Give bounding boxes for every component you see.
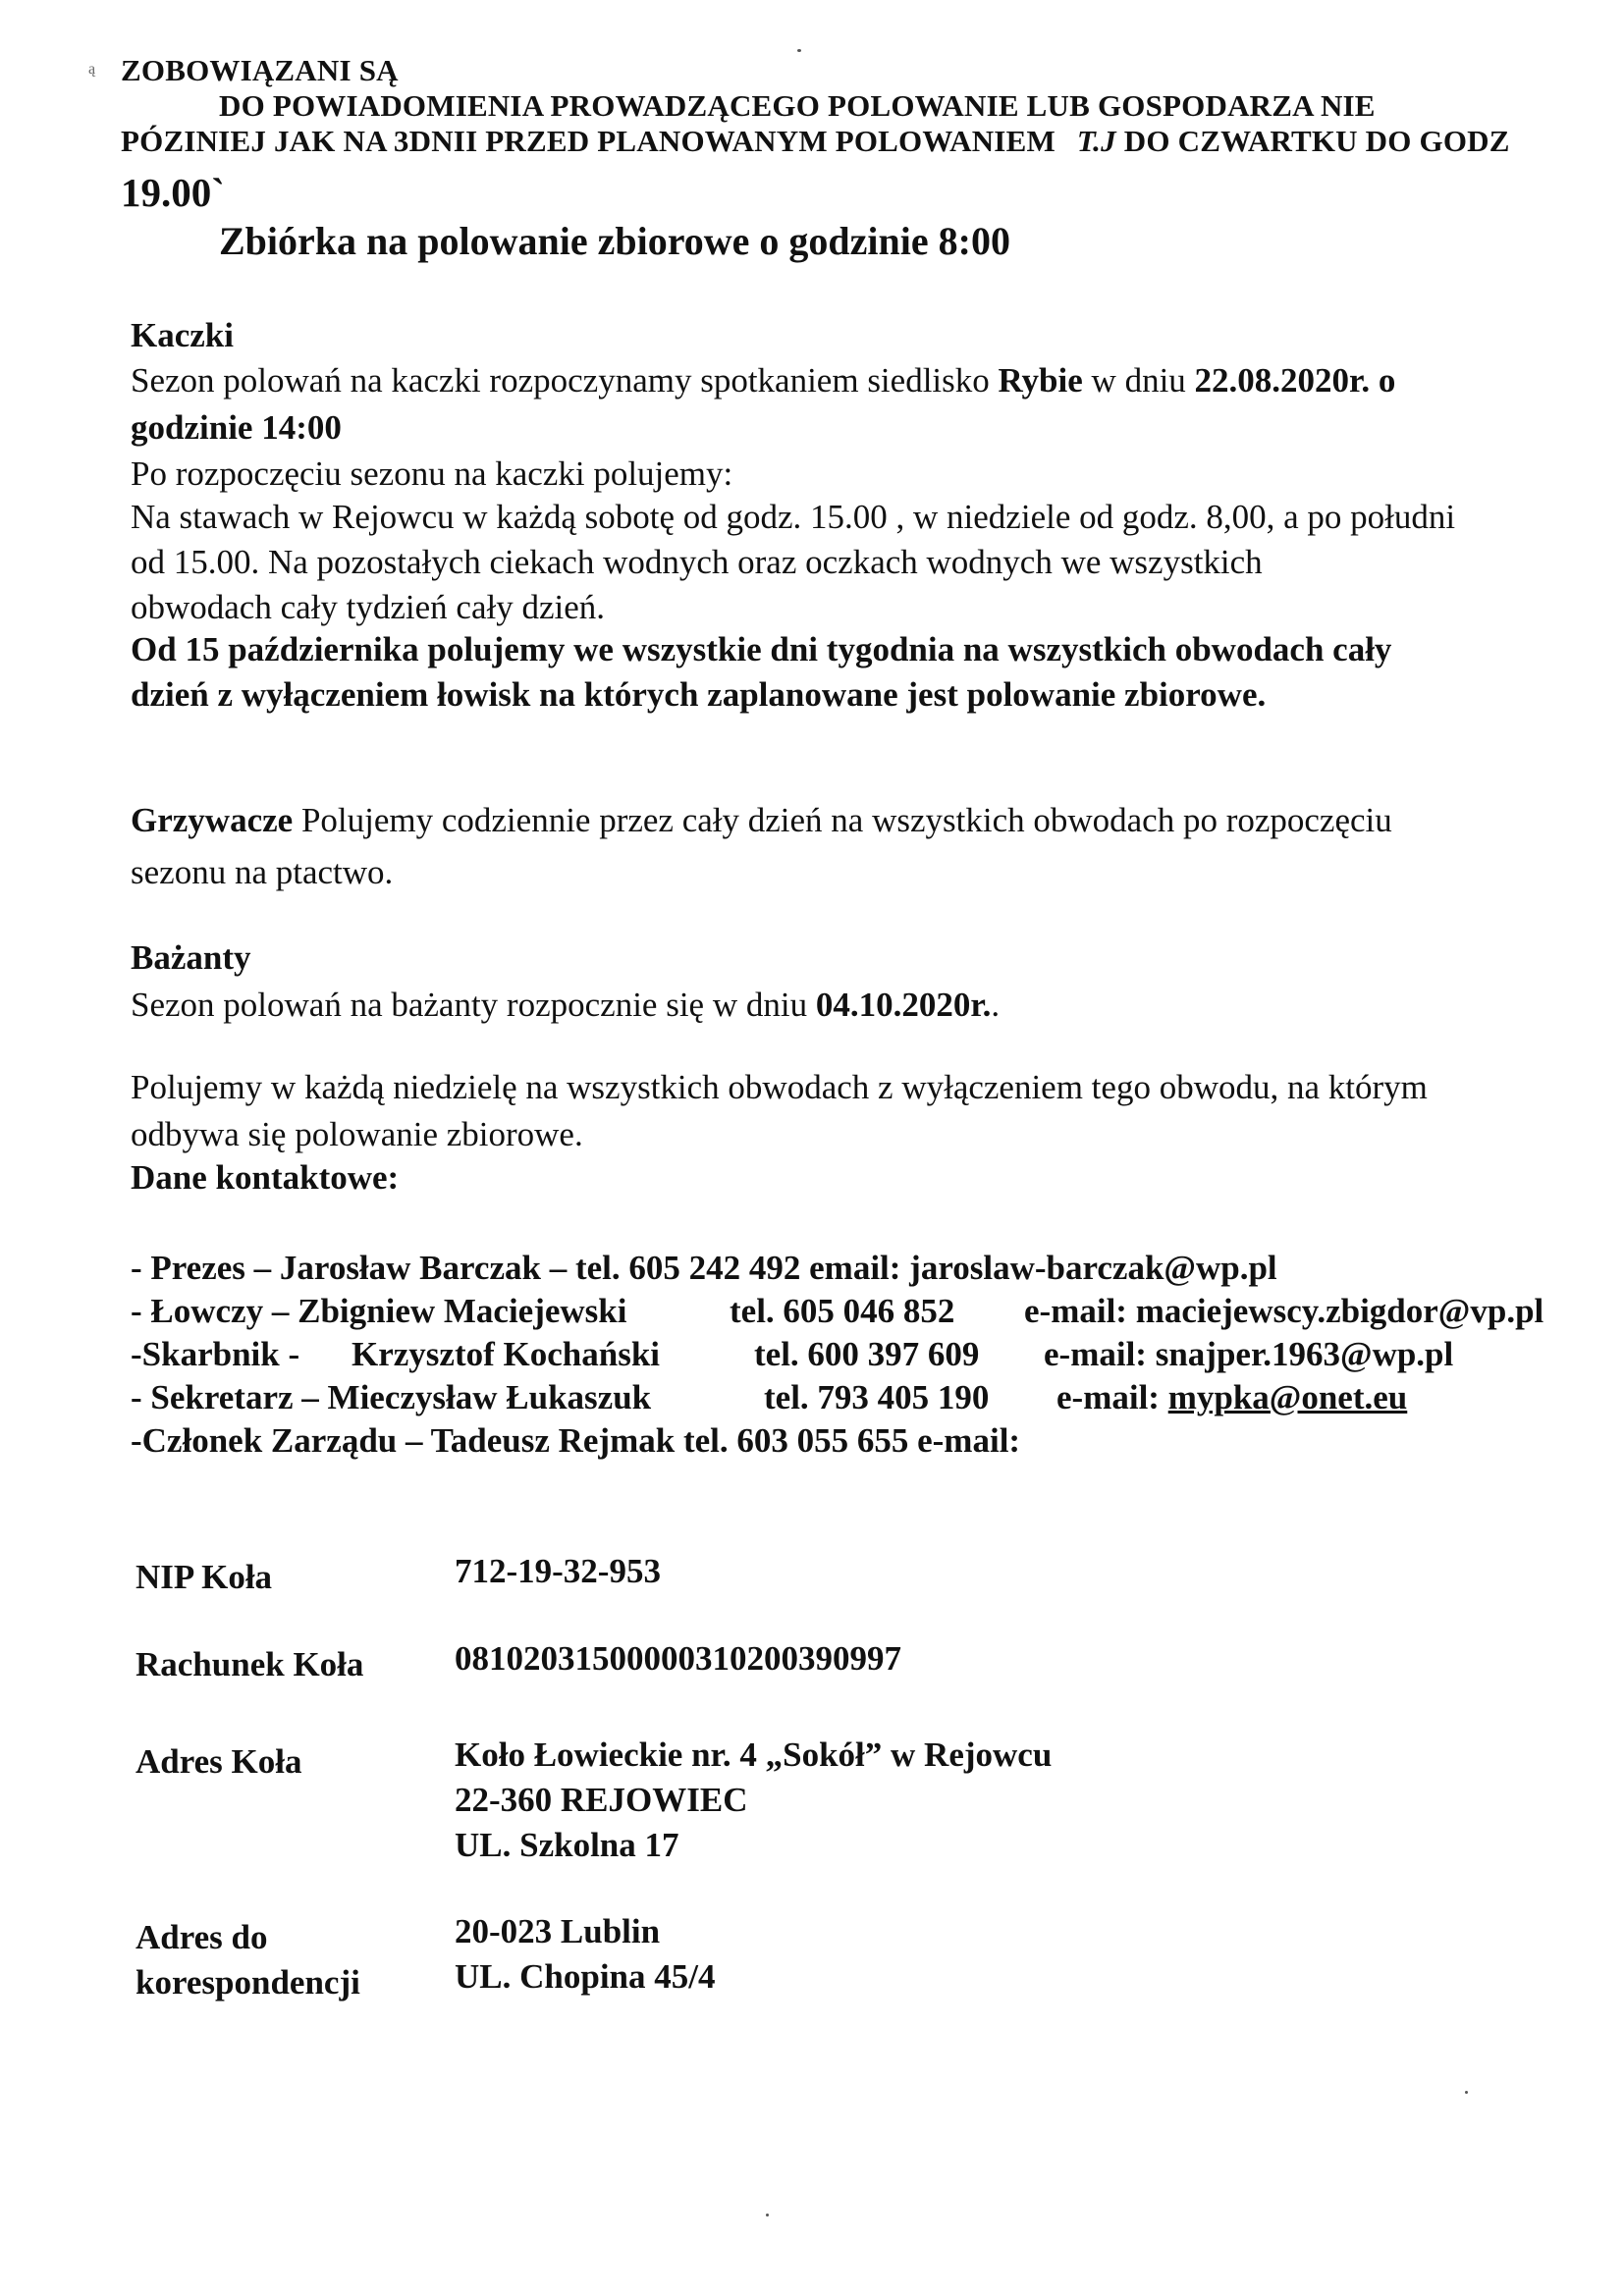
kaczki-line-1a: Sezon polowań na kaczki rozpoczynamy spotkaniem siedlisko xyxy=(131,361,999,400)
grzywacze-title: Grzywacze xyxy=(131,801,294,839)
contact-lowczy-phone: tel. 605 046 852 xyxy=(730,1292,955,1330)
nip-label: NIP Koła xyxy=(135,1558,273,1596)
bazanty-line-2: Polujemy w każdą niedzielę na wszystkich obwodach z wyłączeniem tego obwodu, na którym xyxy=(131,1068,1428,1106)
contact-czlonek: -Członek Zarządu – Tadeusz Rejmak tel. 603 055 655 e-mail: xyxy=(131,1421,1021,1460)
koresp-label-2: korespondencji xyxy=(135,1963,360,2002)
gathering-heading: Zbiórka na polowanie zbiorowe o godzinie 8:00 xyxy=(219,219,1010,263)
kaczki-line-7: Od 15 października polujemy we wszystkie dni tygodnia na wszystkich obwodach cały xyxy=(131,630,1392,668)
contacts-title: Dane kontaktowe: xyxy=(131,1158,400,1197)
contact-sekretarz-email-label: e-mail: xyxy=(1056,1378,1168,1416)
contact-sekretarz-name: - Sekretarz – Mieczysław Łukaszuk xyxy=(131,1378,652,1416)
adres-label: Adres Koła xyxy=(135,1742,302,1781)
kaczki-line-6: obwodach cały tydzień cały dzień. xyxy=(131,588,605,626)
header-line-1: ZOBOWIĄZANI SĄ xyxy=(121,53,399,87)
contact-sekretarz-email xyxy=(1056,1374,1407,1421)
adres-line-2: 22-360 REJOWIEC xyxy=(455,1781,748,1819)
contact-lowczy-name: - Łowczy – Zbigniew Maciejewski xyxy=(131,1292,627,1330)
contact-lowczy-email[interactable]: e-mail: maciejewscy.zbigdor@vp.pl xyxy=(1024,1292,1544,1330)
header-line-3-italic: T.J xyxy=(1076,124,1116,158)
kaczki-date: 22.08.2020r. o xyxy=(1194,361,1396,400)
grzywacze-line-2: sezonu na ptactwo. xyxy=(131,853,394,891)
contact-skarbnik-role: -Skarbnik - xyxy=(131,1335,300,1373)
kaczki-line-2: godzinie 14:00 xyxy=(131,408,342,447)
header-line-2: DO POWIADOMIENIA PROWADZĄCEGO POLOWANIE LUB GOSPODARZA NIE xyxy=(219,88,1376,123)
kaczki-line-8: dzień z wyłączeniem łowisk na których zaplanowane jest polowanie zbiorowe. xyxy=(131,675,1267,714)
adres-line-3: UL. Szkolna 17 xyxy=(455,1826,679,1864)
bazanty-line-3: odbywa się polowanie zbiorowe. xyxy=(131,1115,583,1153)
nip-value: 712-19-32-953 xyxy=(455,1552,661,1590)
scan-speck xyxy=(766,2214,769,2216)
contact-sekretarz-phone: tel. 793 405 190 xyxy=(764,1378,990,1416)
kaczki-title: Kaczki xyxy=(131,316,234,354)
sekretarz-email-link[interactable]: mypka@onet.eu xyxy=(1167,1378,1408,1416)
grzywacze-line-1 xyxy=(131,797,1392,844)
koresp-line-1: 20-023 Lublin xyxy=(455,1912,661,1950)
kaczki-line-5: od 15.00. Na pozostałych ciekach wodnych oraz oczkach wodnych we wszystkich xyxy=(131,543,1263,581)
contact-skarbnik-phone: tel. 600 397 609 xyxy=(754,1335,980,1373)
rachunek-value: 08102031500000310200390997 xyxy=(455,1639,901,1678)
adres-line-1: Koło Łowieckie nr. 4 „Sokół” w Rejowcu xyxy=(455,1735,1053,1774)
kaczki-place: Rybie xyxy=(998,361,1083,400)
bazanty-line-1c: . xyxy=(991,986,1001,1024)
kaczki-line-1c: w dniu xyxy=(1082,361,1195,400)
bazanty-date: 04.10.2020r. xyxy=(815,986,992,1024)
margin-mark: ą xyxy=(88,61,96,78)
header-line-3-end: DO CZWARTKU DO GODZ xyxy=(1123,124,1510,158)
bazanty-line-1a: Sezon polowań na bażanty rozpocznie się w dniu xyxy=(131,986,816,1024)
scan-speck xyxy=(1465,2091,1468,2094)
header-time: 19.00` xyxy=(121,170,225,215)
koresp-line-2: UL. Chopina 45/4 xyxy=(455,1957,716,1996)
koresp-label-1: Adres do xyxy=(135,1918,268,1956)
header-line-3 xyxy=(121,124,1510,159)
kaczki-line-4: Na stawach w Rejowcu w każdą sobotę od godz. 15.00 , w niedziele od godz. 8,00, a po południ xyxy=(131,498,1456,536)
kaczki-line-3: Po rozpoczęciu sezonu na kaczki polujemy: xyxy=(131,454,733,493)
bazanty-title: Bażanty xyxy=(131,938,251,977)
rachunek-label: Rachunek Koła xyxy=(135,1645,364,1683)
grzywacze-text: Polujemy codziennie przez cały dzień na wszystkich obwodach po rozpoczęciu xyxy=(293,801,1392,839)
kaczki-line-1 xyxy=(131,357,1395,404)
scan-speck xyxy=(797,49,801,52)
header-line-3-text: PÓZINIEJ JAK NA 3DNII PRZED PLANOWANYM POLOWANIEM xyxy=(121,124,1056,158)
contact-prezes: - Prezes – Jarosław Barczak – tel. 605 242 492 email: jaroslaw-barczak@wp.pl xyxy=(131,1249,1277,1287)
contact-skarbnik-name: Krzysztof Kochański xyxy=(352,1335,661,1373)
contact-skarbnik-email[interactable]: e-mail: snajper.1963@wp.pl xyxy=(1044,1335,1454,1373)
bazanty-line-1 xyxy=(131,982,1000,1029)
